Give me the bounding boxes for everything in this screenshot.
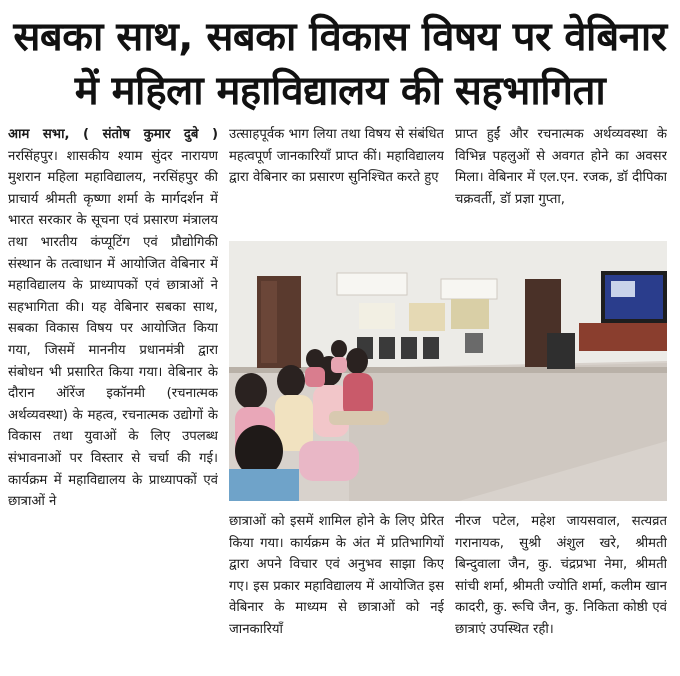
article-column-2-bottom: छात्राओं को इसमें शामिल होने के लिए प्रेरित किया गया। कार्यक्रम के अंत में प्रतिभागियों द्वारा अपने विचार एवं अनुभव साझा किए गए। इस प्रकार महाविद्यालय में आयोजित इस वेबिनार के माध्यम से छात्राओं को नई जानकारियाँ [229, 514, 444, 637]
headline-line-2: में महिला महाविद्यालय की सहभागिता [74, 68, 606, 114]
event-photo-illustration [229, 241, 667, 501]
photo-window-2 [441, 279, 497, 299]
photo-board-1 [409, 303, 445, 331]
headline-line-1: सबका साथ, सबका विकास विषय पर वेबिनार [13, 14, 667, 60]
event-photo [229, 241, 667, 501]
photo-chair-right [547, 333, 575, 369]
article-column-1-text: नरसिंहपुर। शासकीय श्याम सुंदर नारायण मुशरान महिला महाविद्यालय, नरसिंहपुर की प्राचार्य श्रीमती कृष्णा शर्मा के मार्गदर्शन में भारत सरकार के सूचना एवं प्रसारण मंत्रालय तथा भारतीय कंप्यूटिंग एवं प्रौद्योगिकी संस्थान के तत्वाधान में आयोजित वेबिनार में महाविद्यालय के प्राध्यापकों एवं छात्राओं ने सहभागिता की। यह वेबिनार सबका साथ, सबका विकास विषय पर आयोजित किया गया, जिसमें माननीय प्रधानमंत्री द्वारा संबोधन भी प्रसारित किया गया। वेबिनार के दौरान ऑरेंज इकॉनमी (रचनात्मक अर्थव्यवस्था) के महत्व, रचनात्मक उद्योगों के विकास तथा युवाओं के लिए उपलब्ध संभावनाओं पर विस्तार से चर्चा की गई। कार्यक्रम में महाविद्यालय के प्राध्यापकों एवं छात्राओं ने [8, 148, 218, 510]
photo-door-left-panel [261, 281, 277, 363]
photo-table [579, 323, 667, 351]
article-column-3-bottom: नीरज पटेल, महेश जायसवाल, सत्यव्रत गरानायक, सुश्री अंशुल खरे, श्रीमती बिन्दुवाला जैन, कु. चंद्रप्रभा नेमा, श्रीमती सांची शर्मा, श्रीमती ज्योति शर्मा, कलीम खान कादरी, कु. रूचि जैन, कु. निकिता कोष्ठी एवं छात्राएं उपस्थित रही। [455, 514, 667, 637]
article-column-2-top: उत्साहपूर्वक भाग लिया तथा विषय से संबंधित महत्वपूर्ण जानकारियाँ प्राप्त कीं। महाविद्यालय द्वारा वेबिनार का प्रसारण सुनिश्चित करते हुए [229, 127, 444, 186]
photo-screen-inset [611, 281, 635, 297]
photo-board-2 [451, 299, 489, 329]
dateline: आम सभा, ( संतोष कुमार दुबे ) [8, 127, 218, 142]
article-column-1 [8, 124, 218, 664]
photo-window-1 [337, 273, 407, 295]
photo-board-3 [359, 303, 395, 329]
article-column-3-top: प्राप्त हुईं और रचनात्मक अर्थव्यवस्था के विभिन्न पहलुओं से अवगत होने का अवसर मिला। वेबिनार में एल.एन. रजक, डॉ दीपिका चक्रवर्ती, डॉ प्रज्ञा गुप्ता, [455, 127, 667, 207]
